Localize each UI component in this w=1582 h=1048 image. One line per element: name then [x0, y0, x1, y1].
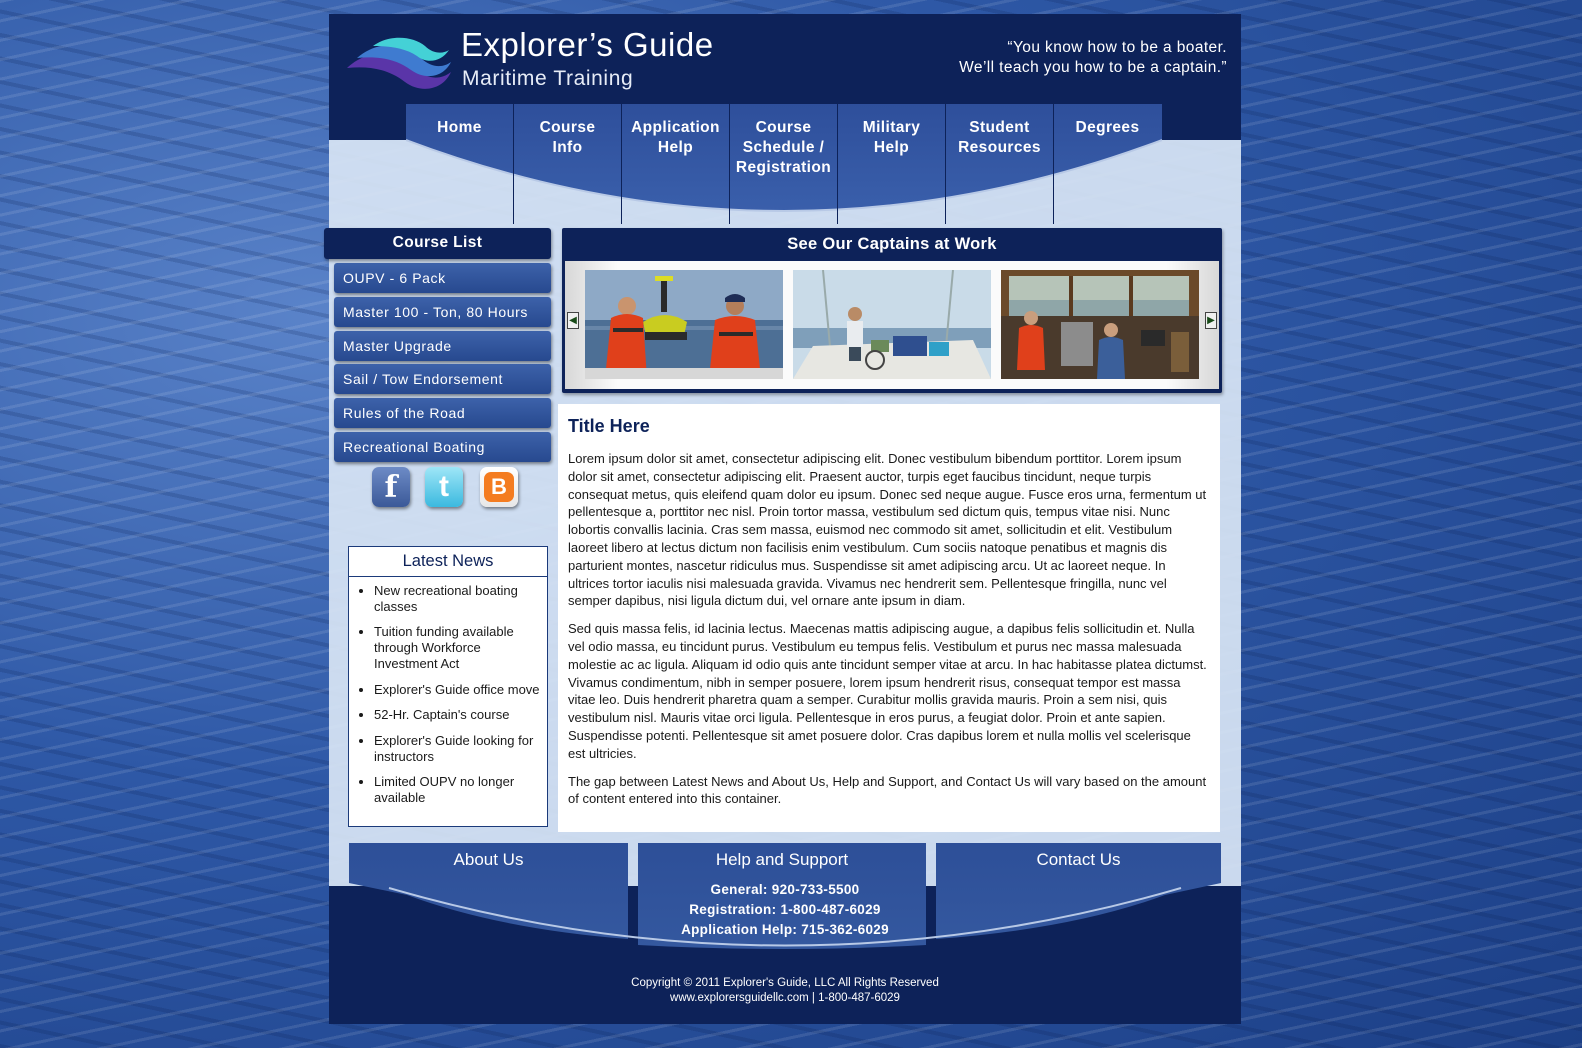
copyright-line: Copyright © 2011 Explorer's Guide, LLC All Rights Reserved	[631, 977, 939, 989]
waves-logo-icon[interactable]	[343, 28, 455, 96]
buoy-crew-photo[interactable]	[585, 270, 783, 379]
nav-degrees[interactable]	[1054, 104, 1161, 224]
nav-military-help[interactable]	[838, 104, 945, 224]
sailboat-deck-photo[interactable]	[793, 270, 991, 379]
main-nav	[406, 104, 1162, 224]
nav-course-info[interactable]	[514, 104, 621, 224]
nav-course-schedule[interactable]	[730, 104, 837, 224]
nav-home[interactable]	[406, 104, 513, 224]
news-item[interactable]: • New recreational boating classes	[374, 583, 547, 614]
blogger-icon[interactable]: B	[480, 467, 518, 507]
news-item[interactable]: • Explorer's Guide looking for instructors	[374, 733, 547, 764]
gallery-next-arrow-icon[interactable]: ▶	[1205, 312, 1217, 329]
help-application-phone: Application Help: 715-362-6029	[681, 922, 889, 937]
gallery-strip	[565, 261, 1219, 389]
news-list	[349, 583, 547, 806]
nav-student-resources[interactable]	[946, 104, 1053, 224]
course-master-upgrade-button[interactable]: Master Upgrade	[334, 331, 551, 361]
latest-news-title: Latest News	[349, 547, 547, 577]
content-paragraph: Sed quis massa felis, id lacinia lectus. Maecenas mattis adipiscing augue, a dapibus felis sollicitudin et. Nulla vel odio massa, eu tincidunt purus. Vestibulum eu tempus felis. Vestibulum et purus nec massa malesuada molestie ac ac ligula. Aliquam id odio quis ante tincidunt semper vitae at arcu. In hac habitasse platea dictumst. Vivamus condimentum, nibh in semper posuere, lorem ipsum hendrerit risus, consequat tempor est massa vitae leo. Duis hendrerit pharetra quam a semper. Curabitur mollis gravida mauris. Proin a sem nisi, quis vestibulum nisl. Mauris vitae orci ligula. Pellentesque in eros purus, a feugiat dolor. Proin et ante sapien. Suspendisse potenti. Pellentesque sit amet posuere dolor. Cras dapibus lorem et nulla mollis vel scelerisque est ultricies.	[568, 621, 1207, 761]
nav-application-help-label: Application Help	[631, 119, 720, 156]
nav-student-resources-label: Student Resources	[958, 119, 1041, 156]
nav-degrees-label: Degrees	[1075, 119, 1140, 136]
footer-contact-title[interactable]: Contact Us	[1036, 850, 1121, 869]
logo-title[interactable]: Explorer’s Guide	[461, 26, 714, 63]
content-paragraph: The gap between Latest News and About Us, Help and Support, and Contact Us will vary based on the amount of content entered into this container.	[568, 773, 1207, 807]
captains-gallery	[562, 228, 1222, 393]
gallery-title: See Our Captains at Work	[787, 235, 997, 253]
nav-course-schedule-label: Course Schedule / Registration	[735, 119, 832, 176]
main-content	[558, 404, 1220, 832]
course-recreational-button[interactable]: Recreational Boating	[334, 432, 551, 462]
content-paragraph: Lorem ipsum dolor sit amet, consectetur adipiscing elit. Donec vestibulum bibendum porttitor. Lorem ipsum dolor sit amet, consectetur adipiscing elit. Praesent auctor, turpis eget faucibus tincidunt, neque turpis consequat metus, quis eleifend quam dolor eu ipsum. Donec sed neque augue. Fusce eros urna, fermentum ut pellentesque a, porttitor nec nisl. Proin tortor massa, vestibulum sed dictum quis, tempus vitae nisi. Nunc lobortis convallis lacinia. Cras sem massa, euismod nec commodo sit amet, sollicitudin et elit. Vestibulum laoreet libero at lectus dictum non facilisis enim vestibulum. Cum sociis natoque penatibus et magnis dis parturient montes, nascetur ridiculus mus. Suspendisse sit amet adipiscing arcu. Ut ac laoreet neque. In ultrices tortor iaculis nisi malesuada gravida. Vivamus nec hendrerit sem. Pellentesque fringilla, nunc vel semper dapibus, nisi ligula dictum dui, vel ornare ante ipsum in diam.	[568, 451, 1207, 609]
course-rules-road-button[interactable]: Rules of the Road	[334, 398, 551, 428]
copyright	[329, 976, 1241, 1006]
twitter-icon[interactable]: t	[425, 467, 463, 507]
tagline-line-1: “You know how to be a boater.	[1007, 39, 1227, 56]
page-container	[329, 14, 1241, 1024]
help-contact-list	[669, 880, 901, 940]
latest-news-box	[348, 546, 548, 827]
nav-application-help[interactable]	[622, 104, 729, 224]
nav-military-help-label: Military Help	[862, 119, 921, 156]
course-oupv-button[interactable]: OUPV - 6 Pack	[334, 263, 551, 293]
course-master-100-button[interactable]: Master 100 - Ton, 80 Hours	[334, 297, 551, 327]
tagline	[959, 38, 1227, 78]
nav-course-info-label: Course Info	[539, 119, 596, 156]
ship-bridge-photo[interactable]	[1001, 270, 1199, 379]
gallery-prev-arrow-icon[interactable]: ◀	[567, 312, 579, 329]
tagline-line-2: We’ll teach you how to be a captain.”	[959, 59, 1227, 76]
news-item[interactable]: • Explorer's Guide office move	[374, 682, 547, 698]
help-general-phone: General: 920-733-5500	[710, 882, 860, 897]
logo-subtitle: Maritime Training	[462, 67, 634, 90]
news-item[interactable]: • 52-Hr. Captain's course	[374, 707, 547, 723]
course-sail-tow-button[interactable]: Sail / Tow Endorsement	[334, 364, 551, 394]
news-item[interactable]: • Tuition funding available through Workforce Investment Act	[374, 624, 547, 671]
site-url-line[interactable]: www.explorersguidellc.com | 1-800-487-6029	[670, 992, 900, 1004]
footer-help-title[interactable]: Help and Support	[715, 850, 849, 869]
content-title: Title Here	[568, 416, 650, 436]
help-registration-phone: Registration: 1-800-487-6029	[689, 902, 881, 917]
news-item[interactable]: • Limited OUPV no longer available	[374, 774, 547, 805]
footer-about-title[interactable]: About Us	[453, 850, 524, 869]
facebook-icon[interactable]: f	[372, 467, 410, 507]
course-list-header: Course List	[324, 228, 551, 259]
nav-home-label: Home	[437, 119, 482, 136]
